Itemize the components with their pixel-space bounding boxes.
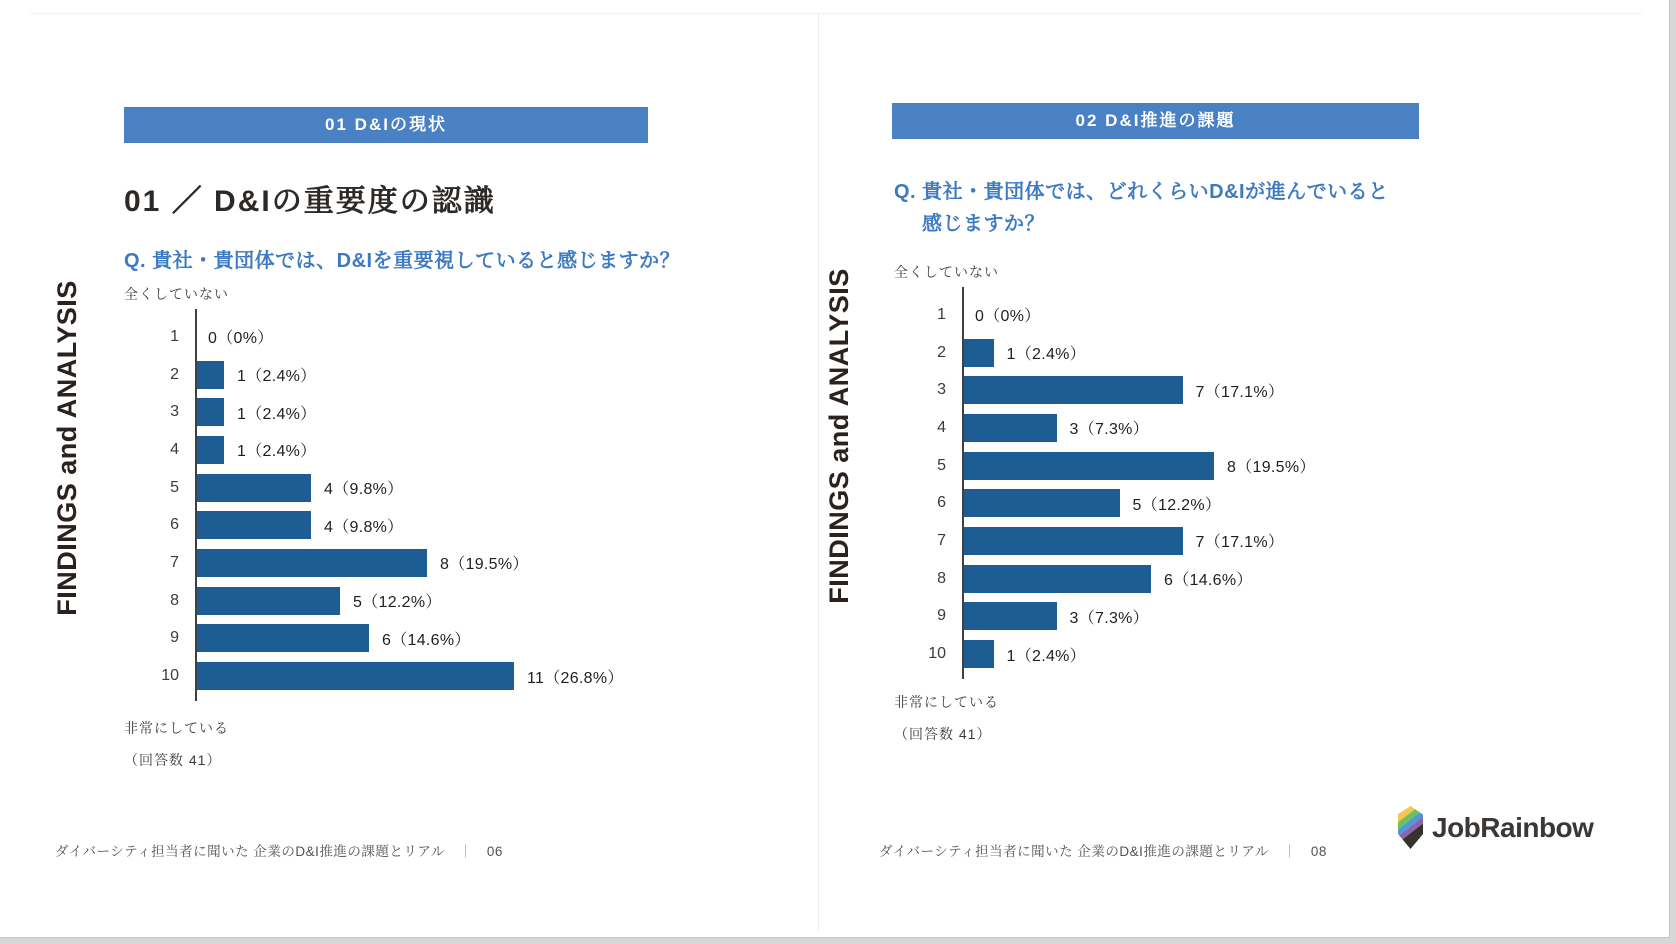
bar-value-label: 8（19.5%） bbox=[440, 556, 529, 574]
bar bbox=[195, 398, 224, 426]
bar bbox=[962, 376, 1183, 404]
page-divider bbox=[818, 13, 819, 931]
section-banner-left: 01 D&Iの現状 bbox=[124, 107, 648, 143]
category-label: 8 bbox=[170, 591, 179, 609]
chart-row bbox=[898, 522, 1316, 560]
category-label: 6 bbox=[937, 494, 946, 512]
category-label: 7 bbox=[170, 553, 179, 571]
findings-vertical-label-left: FINDINGS and ANALYSIS bbox=[52, 280, 82, 616]
bar bbox=[962, 640, 994, 668]
scale-min-label-left: 全くしていない bbox=[124, 286, 229, 302]
category-label: 8 bbox=[937, 569, 946, 587]
page-footer-left bbox=[55, 840, 503, 860]
chart-row bbox=[898, 447, 1316, 485]
chart-row bbox=[131, 582, 624, 620]
bar bbox=[962, 602, 1057, 630]
category-label: 7 bbox=[937, 531, 946, 549]
question-line: Q. 貴社・貴団体では、どれくらいD&Iが進んでいると bbox=[894, 181, 1389, 203]
bar bbox=[962, 527, 1183, 555]
bar-value-label: 0（0%） bbox=[208, 330, 274, 348]
chart-axis bbox=[962, 287, 964, 679]
bar bbox=[195, 662, 514, 690]
bar-chart-left bbox=[131, 318, 624, 695]
bar bbox=[195, 474, 311, 502]
footer-doc-title: ダイバーシティ担当者に聞いた 企業のD&I推進の課題とリアル bbox=[55, 844, 445, 859]
question-line: 感じますか？ bbox=[922, 213, 1045, 235]
category-label: 3 bbox=[937, 381, 946, 399]
question-line: Q. 貴社・貴団体では、D&Iを重要視していると感じますか？ bbox=[124, 250, 681, 272]
footer-separator: ｜ bbox=[1282, 844, 1297, 859]
category-label: 9 bbox=[937, 607, 946, 625]
bar-value-label: 7（17.1%） bbox=[1195, 534, 1285, 552]
category-label: 5 bbox=[170, 478, 179, 496]
bar bbox=[195, 436, 224, 464]
chart-row bbox=[898, 409, 1316, 447]
category-label: 9 bbox=[170, 629, 179, 647]
bar-value-label: 8（19.5%） bbox=[1227, 459, 1316, 477]
bar-value-label: 1（2.4%） bbox=[1006, 346, 1086, 364]
scale-min-label-right: 全くしていない bbox=[894, 264, 999, 280]
bar-value-label: 1（2.4%） bbox=[237, 405, 317, 423]
page-number: 08 bbox=[1310, 844, 1327, 859]
category-label: 1 bbox=[170, 327, 179, 345]
chart-row bbox=[131, 657, 624, 695]
bar-value-label: 1（2.4%） bbox=[237, 368, 317, 386]
jobrainbow-logo bbox=[1398, 806, 1593, 849]
chart-row bbox=[898, 371, 1316, 409]
bar-value-label: 0（0%） bbox=[975, 308, 1041, 326]
chart-row bbox=[131, 620, 624, 658]
bar bbox=[962, 489, 1120, 517]
bar-value-label: 11（26.8%） bbox=[527, 669, 624, 687]
chart-row bbox=[898, 484, 1316, 522]
bar-value-label: 3（7.3%） bbox=[1069, 609, 1149, 627]
chart-row bbox=[898, 334, 1316, 372]
chart-row bbox=[131, 469, 624, 507]
bar bbox=[195, 511, 311, 539]
chart-row bbox=[898, 635, 1316, 673]
chart-row bbox=[131, 393, 624, 431]
chart-axis bbox=[195, 309, 197, 701]
respondent-count-left: （回答数 41） bbox=[124, 752, 222, 768]
bar bbox=[962, 339, 994, 367]
bar-value-label: 5（12.2%） bbox=[1132, 496, 1222, 514]
chart-row bbox=[131, 431, 624, 469]
bar bbox=[195, 361, 224, 389]
page-title: 01 ／ D&Iの重要度の認識 bbox=[124, 185, 496, 218]
bar-value-label: 6（14.6%） bbox=[382, 631, 471, 649]
category-label: 4 bbox=[937, 418, 946, 436]
chart-row bbox=[131, 318, 624, 356]
survey-question-left bbox=[124, 245, 680, 277]
bar bbox=[962, 414, 1057, 442]
scale-max-label-left: 非常にしている bbox=[124, 720, 229, 736]
chart-row bbox=[131, 544, 624, 582]
category-label: 1 bbox=[937, 305, 946, 323]
bar-value-label: 1（2.4%） bbox=[1006, 647, 1086, 665]
chart-row bbox=[898, 296, 1316, 334]
section-banner-right: 02 D&I推進の課題 bbox=[892, 103, 1419, 139]
chart-row bbox=[131, 506, 624, 544]
footer-doc-title: ダイバーシティ担当者に聞いた 企業のD&I推進の課題とリアル bbox=[879, 844, 1269, 859]
bar-value-label: 4（9.8%） bbox=[324, 481, 404, 499]
bar bbox=[195, 624, 369, 652]
category-label: 4 bbox=[170, 440, 179, 458]
page-footer-right bbox=[879, 840, 1327, 860]
findings-vertical-label-right: FINDINGS and ANALYSIS bbox=[824, 268, 854, 604]
category-label: 10 bbox=[161, 667, 179, 685]
category-label: 10 bbox=[928, 645, 946, 663]
bar bbox=[195, 549, 427, 577]
category-label: 2 bbox=[170, 365, 179, 383]
bar-value-label: 1（2.4%） bbox=[237, 443, 317, 461]
bar bbox=[962, 452, 1214, 480]
respondent-count-right: （回答数 41） bbox=[894, 726, 992, 742]
bar-chart-right bbox=[898, 296, 1316, 673]
chart-row bbox=[898, 598, 1316, 636]
page-top-edge bbox=[30, 13, 1642, 14]
bar-value-label: 6（14.6%） bbox=[1164, 572, 1253, 590]
bar-value-label: 3（7.3%） bbox=[1069, 421, 1149, 439]
chart-row bbox=[898, 560, 1316, 598]
bar-value-label: 5（12.2%） bbox=[353, 594, 442, 612]
survey-question-right bbox=[894, 176, 1389, 240]
bar bbox=[962, 565, 1151, 593]
bar-value-label: 4（9.8%） bbox=[324, 518, 404, 536]
chart-row bbox=[131, 356, 624, 394]
category-label: 3 bbox=[170, 403, 179, 421]
bar-value-label: 7（17.1%） bbox=[1195, 383, 1285, 401]
bar bbox=[195, 587, 340, 615]
jobrainbow-logo-text: JobRainbow bbox=[1432, 811, 1594, 843]
jobrainbow-gem-icon bbox=[1398, 806, 1423, 849]
scale-max-label-right: 非常にしている bbox=[894, 694, 999, 710]
category-label: 6 bbox=[170, 516, 179, 534]
category-label: 2 bbox=[937, 343, 946, 361]
category-label: 5 bbox=[937, 456, 946, 474]
page-number: 06 bbox=[486, 844, 503, 859]
footer-separator: ｜ bbox=[458, 844, 473, 859]
